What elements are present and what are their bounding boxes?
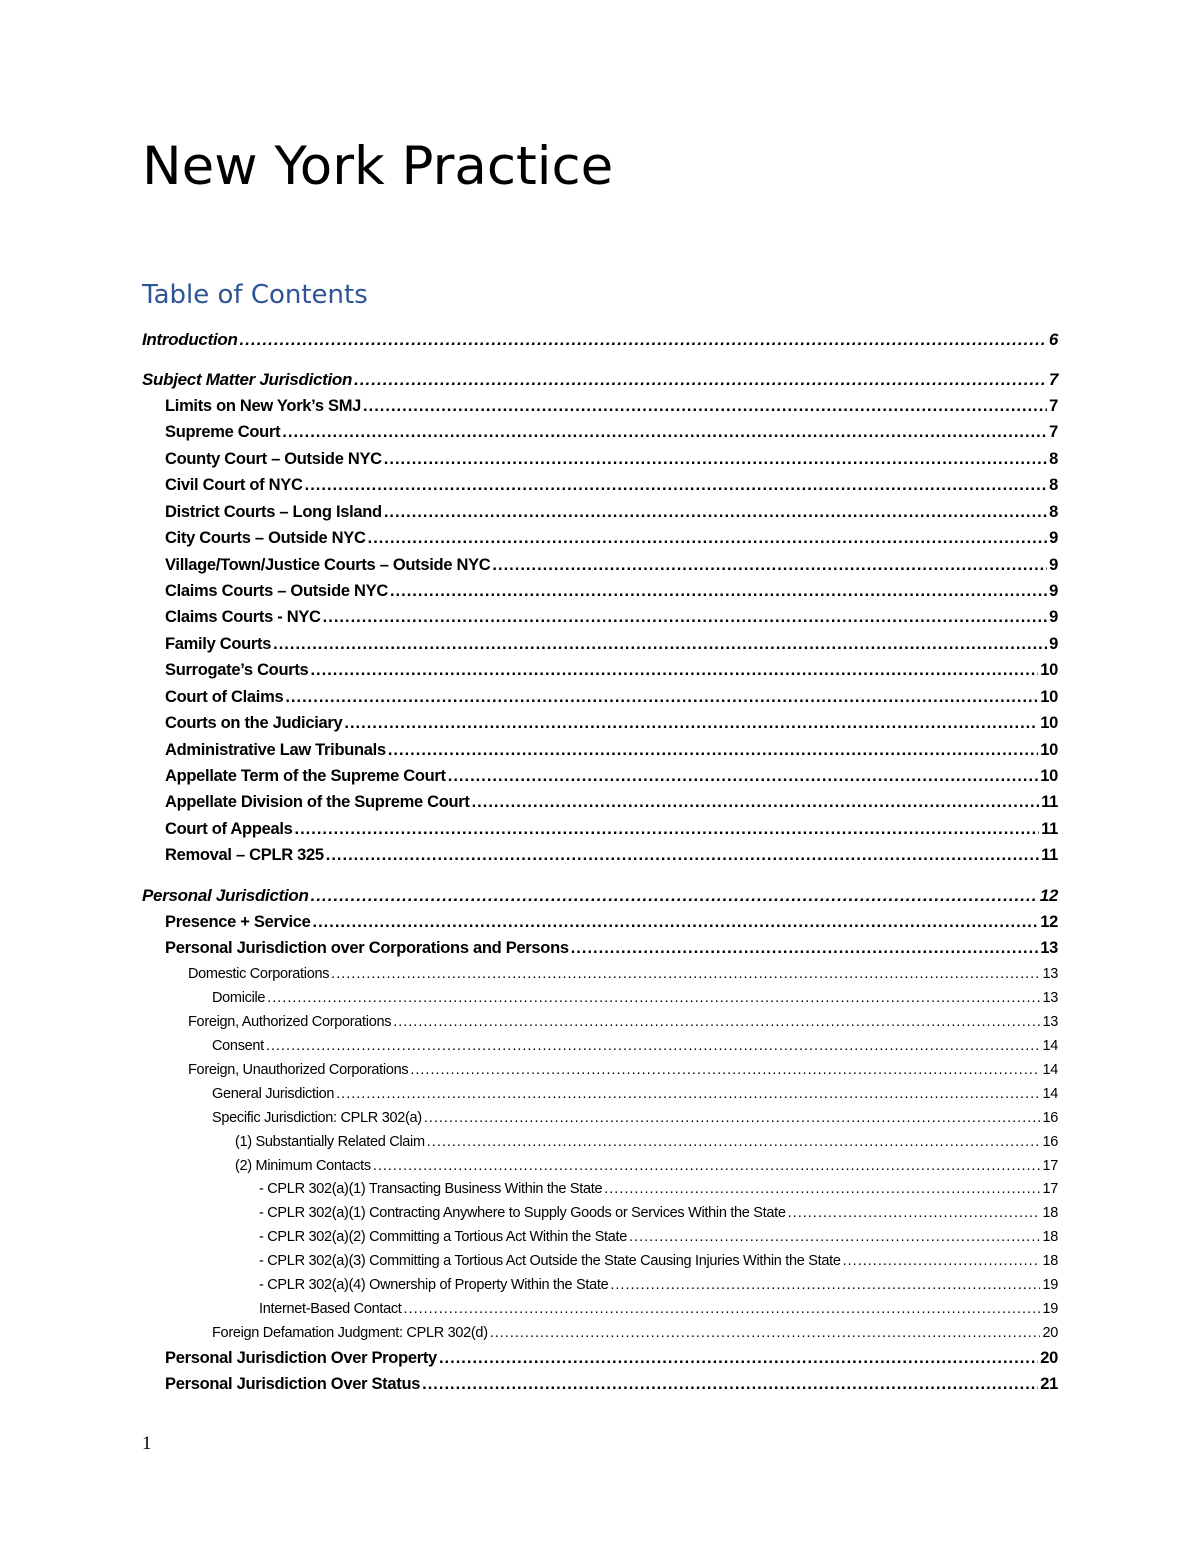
toc-entry-page: 12: [1039, 886, 1058, 905]
toc-entry[interactable]: [142, 397, 1058, 416]
toc-entry-page: 9: [1049, 635, 1058, 653]
toc-entry-page: 19: [1042, 1301, 1058, 1317]
toc-entry[interactable]: [142, 661, 1058, 680]
toc-dot-leader: [240, 330, 1047, 350]
toc-dot-leader: [310, 661, 1038, 680]
toc-entry-label: Courts on the Judiciary: [165, 714, 343, 732]
toc-dot-leader: [311, 886, 1038, 906]
toc-entry-page: 6: [1048, 330, 1058, 349]
toc-dot-leader: [313, 913, 1039, 932]
toc-entry-page: 14: [1042, 1086, 1058, 1102]
toc-entry-page: 10: [1040, 661, 1058, 679]
toc-dot-leader: [267, 990, 1040, 1006]
toc-dot-leader: [571, 939, 1039, 958]
toc-entry-page: 10: [1040, 767, 1058, 785]
toc-entry[interactable]: [142, 688, 1058, 707]
toc-dot-leader: [604, 1181, 1040, 1197]
toc-entry-page: 16: [1042, 1110, 1058, 1126]
toc-entry-label: Personal Jurisdiction: [142, 886, 309, 905]
toc-entry[interactable]: [142, 886, 1058, 906]
toc-entry[interactable]: [142, 767, 1058, 786]
toc-entry-label: Foreign Defamation Judgment: CPLR 302(d): [212, 1325, 488, 1341]
toc-entry[interactable]: [142, 793, 1058, 812]
toc-entry-page: 11: [1041, 846, 1058, 864]
toc-entry[interactable]: [142, 503, 1058, 522]
toc-entry-page: 13: [1040, 939, 1058, 957]
toc-entry-page: 9: [1049, 582, 1058, 600]
toc-entry-label: Internet-Based Contact: [259, 1301, 402, 1317]
toc-entry-label: Appellate Division of the Supreme Court: [165, 793, 470, 811]
toc-entry-label: Domestic Corporations: [188, 966, 330, 982]
toc-entry[interactable]: [142, 582, 1058, 601]
toc-entry-label: (2) Minimum Contacts: [235, 1158, 371, 1174]
toc-entry[interactable]: [142, 1301, 1058, 1317]
toc-entry[interactable]: [142, 476, 1058, 495]
toc-entry-page: 7: [1048, 370, 1058, 389]
toc-entry[interactable]: [142, 846, 1058, 865]
toc-entry-label: County Court – Outside NYC: [165, 450, 382, 468]
toc-entry-label: (1) Substantially Related Claim: [235, 1134, 425, 1150]
toc-entry-page: 7: [1049, 397, 1058, 415]
toc-entry-label: Removal – CPLR 325: [165, 846, 324, 864]
toc-entry-label: Personal Jurisdiction Over Property: [165, 1349, 437, 1367]
toc-entry-page: 8: [1049, 503, 1058, 521]
toc-dot-leader: [326, 846, 1039, 865]
toc-entry-label: - CPLR 302(a)(1) Contracting Anywhere to Supply Goods or Services Within the State: [259, 1205, 786, 1221]
toc-dot-leader: [368, 529, 1047, 548]
toc-entry[interactable]: [142, 1086, 1058, 1102]
toc-entry-label: Introduction: [142, 330, 238, 349]
toc-dot-leader: [610, 1277, 1040, 1293]
toc-entry-page: 18: [1042, 1205, 1058, 1221]
toc-entry-page: 20: [1042, 1325, 1058, 1341]
toc-entry-label: City Courts – Outside NYC: [165, 529, 366, 547]
toc-entry[interactable]: [142, 820, 1058, 839]
toc-dot-leader: [843, 1253, 1041, 1269]
toc-entry[interactable]: [142, 1158, 1058, 1174]
toc-entry-page: 8: [1049, 476, 1058, 494]
toc-dot-leader: [492, 556, 1047, 575]
toc-entry[interactable]: [142, 1229, 1058, 1245]
toc-entry-label: Administrative Law Tribunals: [165, 741, 386, 759]
toc-dot-leader: [282, 423, 1047, 442]
toc-entry-label: Personal Jurisdiction over Corporations and Persons: [165, 939, 569, 957]
toc-heading: Table of Contents: [142, 280, 368, 310]
toc-entry[interactable]: [142, 990, 1058, 1006]
toc-entry-label: Village/Town/Justice Courts – Outside NYC: [165, 556, 491, 574]
toc-entry[interactable]: [142, 1038, 1058, 1054]
toc-entry-label: Foreign, Unauthorized Corporations: [188, 1062, 409, 1078]
toc-entry-page: 10: [1040, 688, 1058, 706]
toc-dot-leader: [384, 450, 1047, 469]
toc-entry[interactable]: [142, 450, 1058, 469]
toc-entry-label: Foreign, Authorized Corporations: [188, 1014, 392, 1030]
toc-entry-page: 18: [1042, 1253, 1058, 1269]
toc-entry-page: 16: [1042, 1134, 1058, 1150]
toc-entry-page: 20: [1040, 1349, 1058, 1367]
toc-entry-label: Surrogate’s Courts: [165, 661, 309, 679]
toc-entry-page: 19: [1042, 1277, 1058, 1293]
toc-entry-page: 12: [1040, 913, 1058, 931]
toc-dot-leader: [373, 1158, 1041, 1174]
toc-entry-label: Appellate Term of the Supreme Court: [165, 767, 446, 785]
toc-entry-page: 10: [1040, 714, 1058, 732]
toc-entry-page: 10: [1040, 741, 1058, 759]
toc-dot-leader: [788, 1205, 1041, 1221]
toc-entry-label: Limits on New York’s SMJ: [165, 397, 362, 415]
toc-dot-leader: [273, 635, 1047, 654]
toc-entry-label: Domicile: [212, 990, 266, 1006]
toc-dot-leader: [305, 476, 1048, 495]
toc-entry-label: General Jurisdiction: [212, 1086, 335, 1102]
toc-entry[interactable]: [142, 1134, 1058, 1150]
toc-dot-leader: [472, 793, 1040, 812]
toc-dot-leader: [448, 767, 1039, 786]
toc-entry-label: Family Courts: [165, 635, 272, 653]
toc-entry[interactable]: [142, 1205, 1058, 1221]
toc-entry[interactable]: [142, 1375, 1058, 1394]
toc-dot-leader: [404, 1301, 1041, 1317]
toc-dot-leader: [390, 582, 1047, 601]
toc-dot-leader: [427, 1134, 1041, 1150]
toc-entry-page: 21: [1040, 1375, 1058, 1393]
toc-entry-label: Civil Court of NYC: [165, 476, 303, 494]
toc-entry-page: 14: [1042, 1062, 1058, 1078]
toc-dot-leader: [336, 1086, 1040, 1102]
toc-entry-page: 7: [1049, 423, 1058, 441]
toc-entry[interactable]: [142, 1277, 1058, 1293]
toc-dot-leader: [384, 503, 1047, 522]
toc-entry-label: District Courts – Long Island: [165, 503, 382, 521]
toc-entry-label: Presence + Service: [165, 913, 311, 931]
page-number: 1: [142, 1433, 152, 1454]
toc-dot-leader: [363, 397, 1047, 416]
toc-entry[interactable]: [142, 913, 1058, 932]
toc-entry[interactable]: [142, 966, 1058, 982]
toc-entry-label: - CPLR 302(a)(2) Committing a Tortious Act Within the State: [259, 1229, 628, 1245]
toc-entry-label: - CPLR 302(a)(4) Ownership of Property Within the State: [259, 1277, 609, 1293]
toc-entry-label: Claims Courts – Outside NYC: [165, 582, 388, 600]
toc-entry[interactable]: [142, 370, 1058, 390]
toc-entry-label: Subject Matter Jurisdiction: [142, 370, 353, 389]
toc-entry[interactable]: [142, 635, 1058, 654]
toc-entry-label: Claims Courts - NYC: [165, 608, 321, 626]
toc-entry[interactable]: [142, 423, 1058, 442]
toc-dot-leader: [422, 1375, 1038, 1394]
toc-entry-page: 13: [1042, 966, 1058, 982]
toc-entry[interactable]: [142, 1253, 1058, 1269]
toc-entry-label: Personal Jurisdiction Over Status: [165, 1375, 421, 1393]
toc-entry-page: 17: [1042, 1181, 1058, 1197]
toc-dot-leader: [266, 1038, 1041, 1054]
toc-entry-page: 11: [1041, 820, 1058, 838]
toc-entry[interactable]: [142, 1349, 1058, 1368]
toc-dot-leader: [323, 608, 1047, 627]
toc-entry[interactable]: [142, 608, 1058, 627]
toc-entry[interactable]: [142, 1062, 1058, 1078]
toc-dot-leader: [344, 714, 1038, 733]
toc-dot-leader: [410, 1062, 1040, 1078]
toc-entry-label: Consent: [212, 1038, 264, 1054]
toc-dot-leader: [439, 1349, 1038, 1368]
toc-entry[interactable]: [142, 1110, 1058, 1126]
toc-entry-label: Supreme Court: [165, 423, 281, 441]
toc-dot-leader: [393, 1014, 1040, 1030]
toc-entry-page: 18: [1042, 1229, 1058, 1245]
toc-entry-page: 17: [1042, 1158, 1058, 1174]
toc-entry[interactable]: [142, 714, 1058, 733]
toc-dot-leader: [354, 370, 1047, 390]
toc-dot-leader: [424, 1110, 1041, 1126]
toc-entry-label: Court of Claims: [165, 688, 284, 706]
toc-entry-label: Specific Jurisdiction: CPLR 302(a): [212, 1110, 422, 1126]
document-title: New York Practice: [142, 136, 614, 197]
toc-entry-page: 9: [1049, 529, 1058, 547]
toc-dot-leader: [295, 820, 1040, 839]
toc-entry-label: - CPLR 302(a)(3) Committing a Tortious Act Outside the State Causing Injuries Within the State: [259, 1253, 841, 1269]
toc-entry-page: 9: [1049, 608, 1058, 626]
toc-entry-page: 14: [1042, 1038, 1058, 1054]
toc-entry[interactable]: [142, 330, 1058, 350]
toc-entry[interactable]: [142, 1014, 1058, 1030]
toc-entry-page: 13: [1042, 990, 1058, 1006]
toc-dot-leader: [285, 688, 1038, 707]
toc-entry-page: 11: [1041, 793, 1058, 811]
toc-entry[interactable]: [142, 1325, 1058, 1341]
toc-entry[interactable]: [142, 939, 1058, 958]
toc-entry[interactable]: [142, 529, 1058, 548]
toc-dot-leader: [490, 1325, 1041, 1341]
toc-entry[interactable]: [142, 741, 1058, 760]
toc-dot-leader: [388, 741, 1038, 760]
toc-entry[interactable]: [142, 556, 1058, 575]
toc-entry[interactable]: [142, 1181, 1058, 1197]
toc-dot-leader: [629, 1229, 1040, 1245]
toc-entry-page: 13: [1042, 1014, 1058, 1030]
toc-entry-label: - CPLR 302(a)(1) Transacting Business Within the State: [259, 1181, 603, 1197]
toc-entry-page: 9: [1049, 556, 1058, 574]
toc-dot-leader: [331, 966, 1040, 982]
toc-entry-label: Court of Appeals: [165, 820, 293, 838]
toc-entry-page: 8: [1049, 450, 1058, 468]
